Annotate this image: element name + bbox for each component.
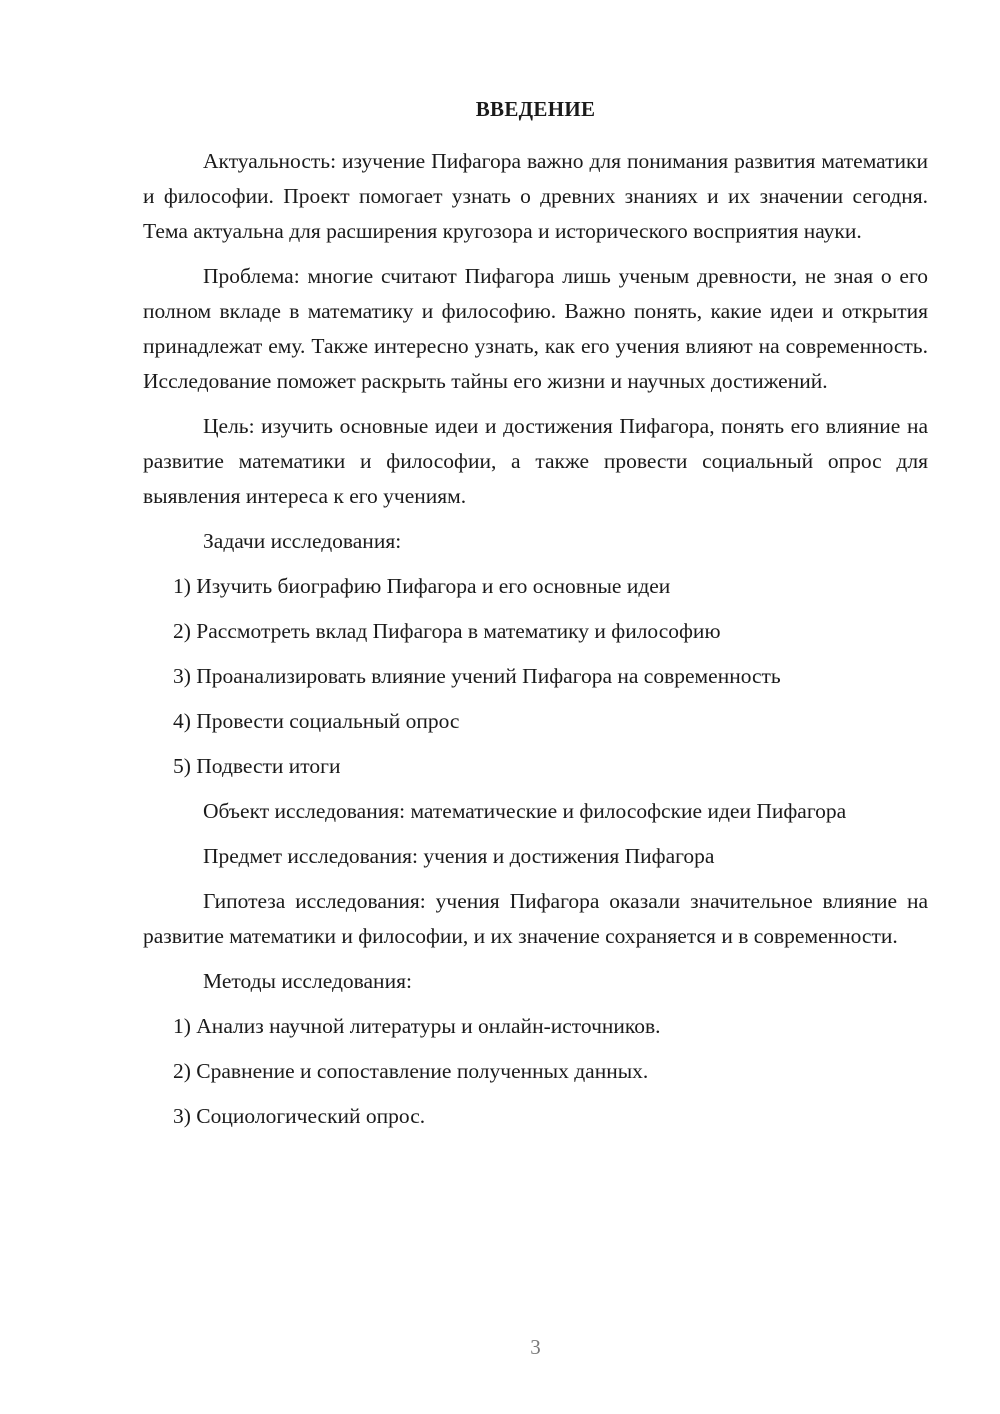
task-item: 1) Изучить биографию Пифагора и его основные идеи — [173, 574, 671, 598]
task-item: 5) Подвести итоги — [173, 754, 341, 778]
tasks-heading: Задачи исследования: — [203, 529, 402, 553]
method-item: 3) Социологический опрос. — [173, 1104, 426, 1128]
object-paragraph: Объект исследования: математические и философские идеи Пифагора — [203, 799, 847, 823]
task-item: 3) Проанализировать влияние учений Пифагора на современность — [173, 664, 781, 688]
goal-paragraph: Цель: изучить основные идеи и достижения Пифагора, понять его влияние на развитие математики и философии, а также провести социальный опрос для выявления интереса к его учениям. — [143, 414, 928, 508]
method-item: 1) Анализ научной литературы и онлайн-источников. — [173, 1014, 661, 1038]
page-title: ВВЕДЕНИЕ — [475, 97, 596, 121]
document-body — [143, 144, 928, 1144]
method-item: 2) Сравнение и сопоставление полученных данных. — [173, 1059, 649, 1083]
methods-heading: Методы исследования: — [203, 969, 412, 993]
problem-paragraph: Проблема: многие считают Пифагора лишь ученым древности, не зная о его полном вкладе в математику и философию. Важно понять, какие идеи и открытия принадлежат ему. Также интересно узнать, как его учения влияют на современность. Исследование поможет раскрыть тайны его жизни и научных достижений. — [143, 264, 928, 393]
task-item: 4) Провести социальный опрос — [173, 709, 460, 733]
relevance-paragraph: Актуальность: изучение Пифагора важно для понимания развития математики и философии. Проект помогает узнать о древних знаниях и их значении сегодня. Тема актуальна для расширения кругозора и исторического восприятия науки. — [143, 149, 928, 243]
hypothesis-paragraph: Гипотеза исследования: учения Пифагора оказали значительное влияние на развитие математики и философии, и их значение сохраняется и в современности. — [143, 889, 928, 948]
document-page — [143, 0, 928, 1414]
page-number: 3 — [530, 1335, 541, 1359]
subject-paragraph: Предмет исследования: учения и достижения Пифагора — [203, 844, 715, 868]
task-item: 2) Рассмотреть вклад Пифагора в математику и философию — [173, 619, 721, 643]
